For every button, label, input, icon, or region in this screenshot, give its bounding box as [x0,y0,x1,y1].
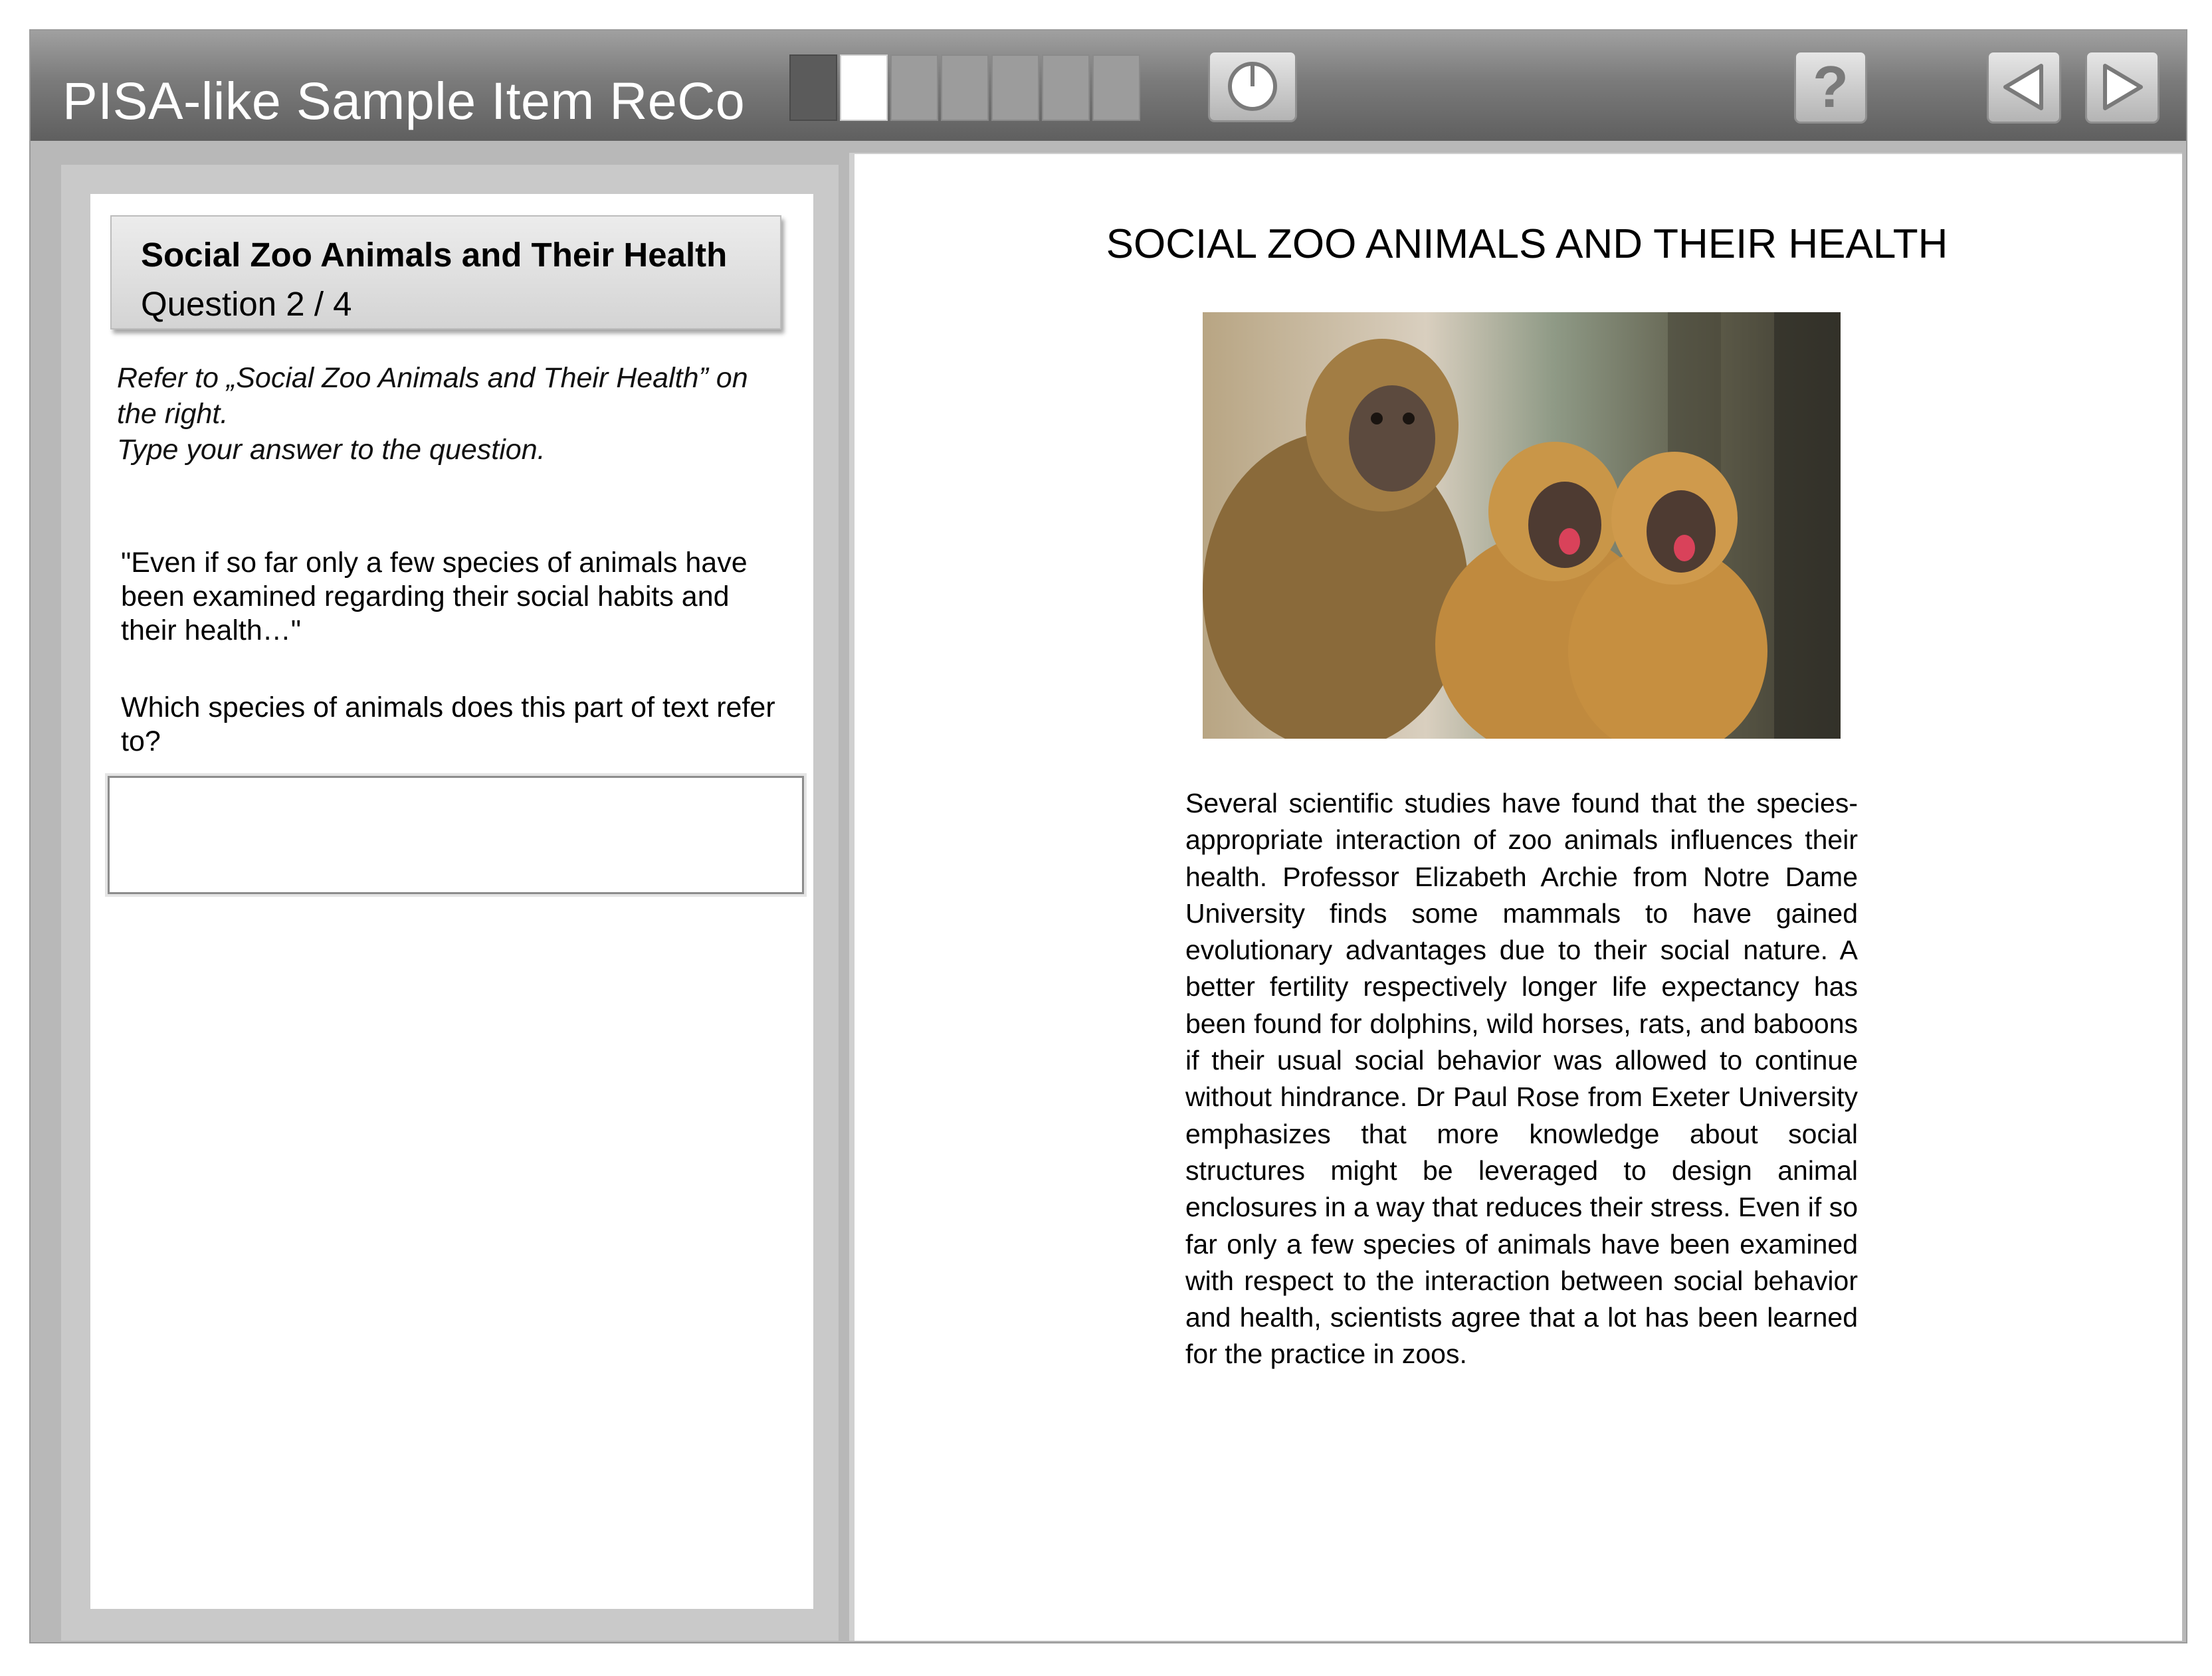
back-button[interactable] [1987,50,2061,124]
app-title: PISA-like Sample Item ReCo [62,71,746,130]
triangle-left-icon [1997,60,2051,114]
question-header [110,215,781,329]
article-panel [849,153,2182,1641]
timer-button[interactable] [1208,50,1297,122]
forward-button[interactable] [2085,50,2160,124]
baboons-photo [1203,312,1841,739]
question-quote: "Even if so far only a few species of animals have been examined regarding their social habits and their health…" [121,547,748,646]
top-toolbar [31,31,2186,141]
progress-step [890,54,938,121]
triangle-right-icon [2096,60,2149,114]
progress-step [1092,54,1140,121]
progress-indicator [789,54,1143,124]
question-title: Social Zoo Animals and Their Health [141,236,728,274]
question-counter: Question 2 / 4 [141,285,352,323]
progress-step [789,54,837,121]
progress-step [991,54,1039,121]
stopwatch-icon [1226,60,1279,113]
article-title: SOCIAL ZOO ANIMALS AND THEIR HEALTH [1106,221,1948,267]
instruction-text: Refer to „Social Zoo Animals and Their Health” on the right. [117,362,748,430]
app-window [31,31,2186,1642]
question-mark-icon: ? [1813,54,1849,120]
instruction-text: Type your answer to the question. [117,434,546,466]
progress-step [1042,54,1090,121]
progress-step [840,54,888,121]
question-prompt: Which species of animals does this part of text refer to? [121,692,775,757]
question-panel [61,165,839,1641]
progress-step [941,54,989,121]
help-button[interactable] [1794,50,1867,124]
question-panel-content [90,194,813,1609]
article-body: Several scientific studies have found that the species-appropriate interaction of zoo animals influences their health. Professor Elizabeth Archie from Notre Dame University finds some mammals to have gained evolutionary advantages due to their social nature. A better fertility respectively longer life expectancy has been found for dolphins, wild horses, rats, and baboons if their usual social behavior was allowed to continue without hindrance. Dr Paul Rose from Exeter University emphasizes that more knowledge about social structures might be leveraged to design animal enclosures in a way that reduces their stress. Even if so far only a few species of animals have been examined with respect to the interaction between social behavior and health, scientists agree that a lot has been learned for the practice in zoos. [1185,788,1858,1370]
answer-input[interactable] [108,776,804,894]
